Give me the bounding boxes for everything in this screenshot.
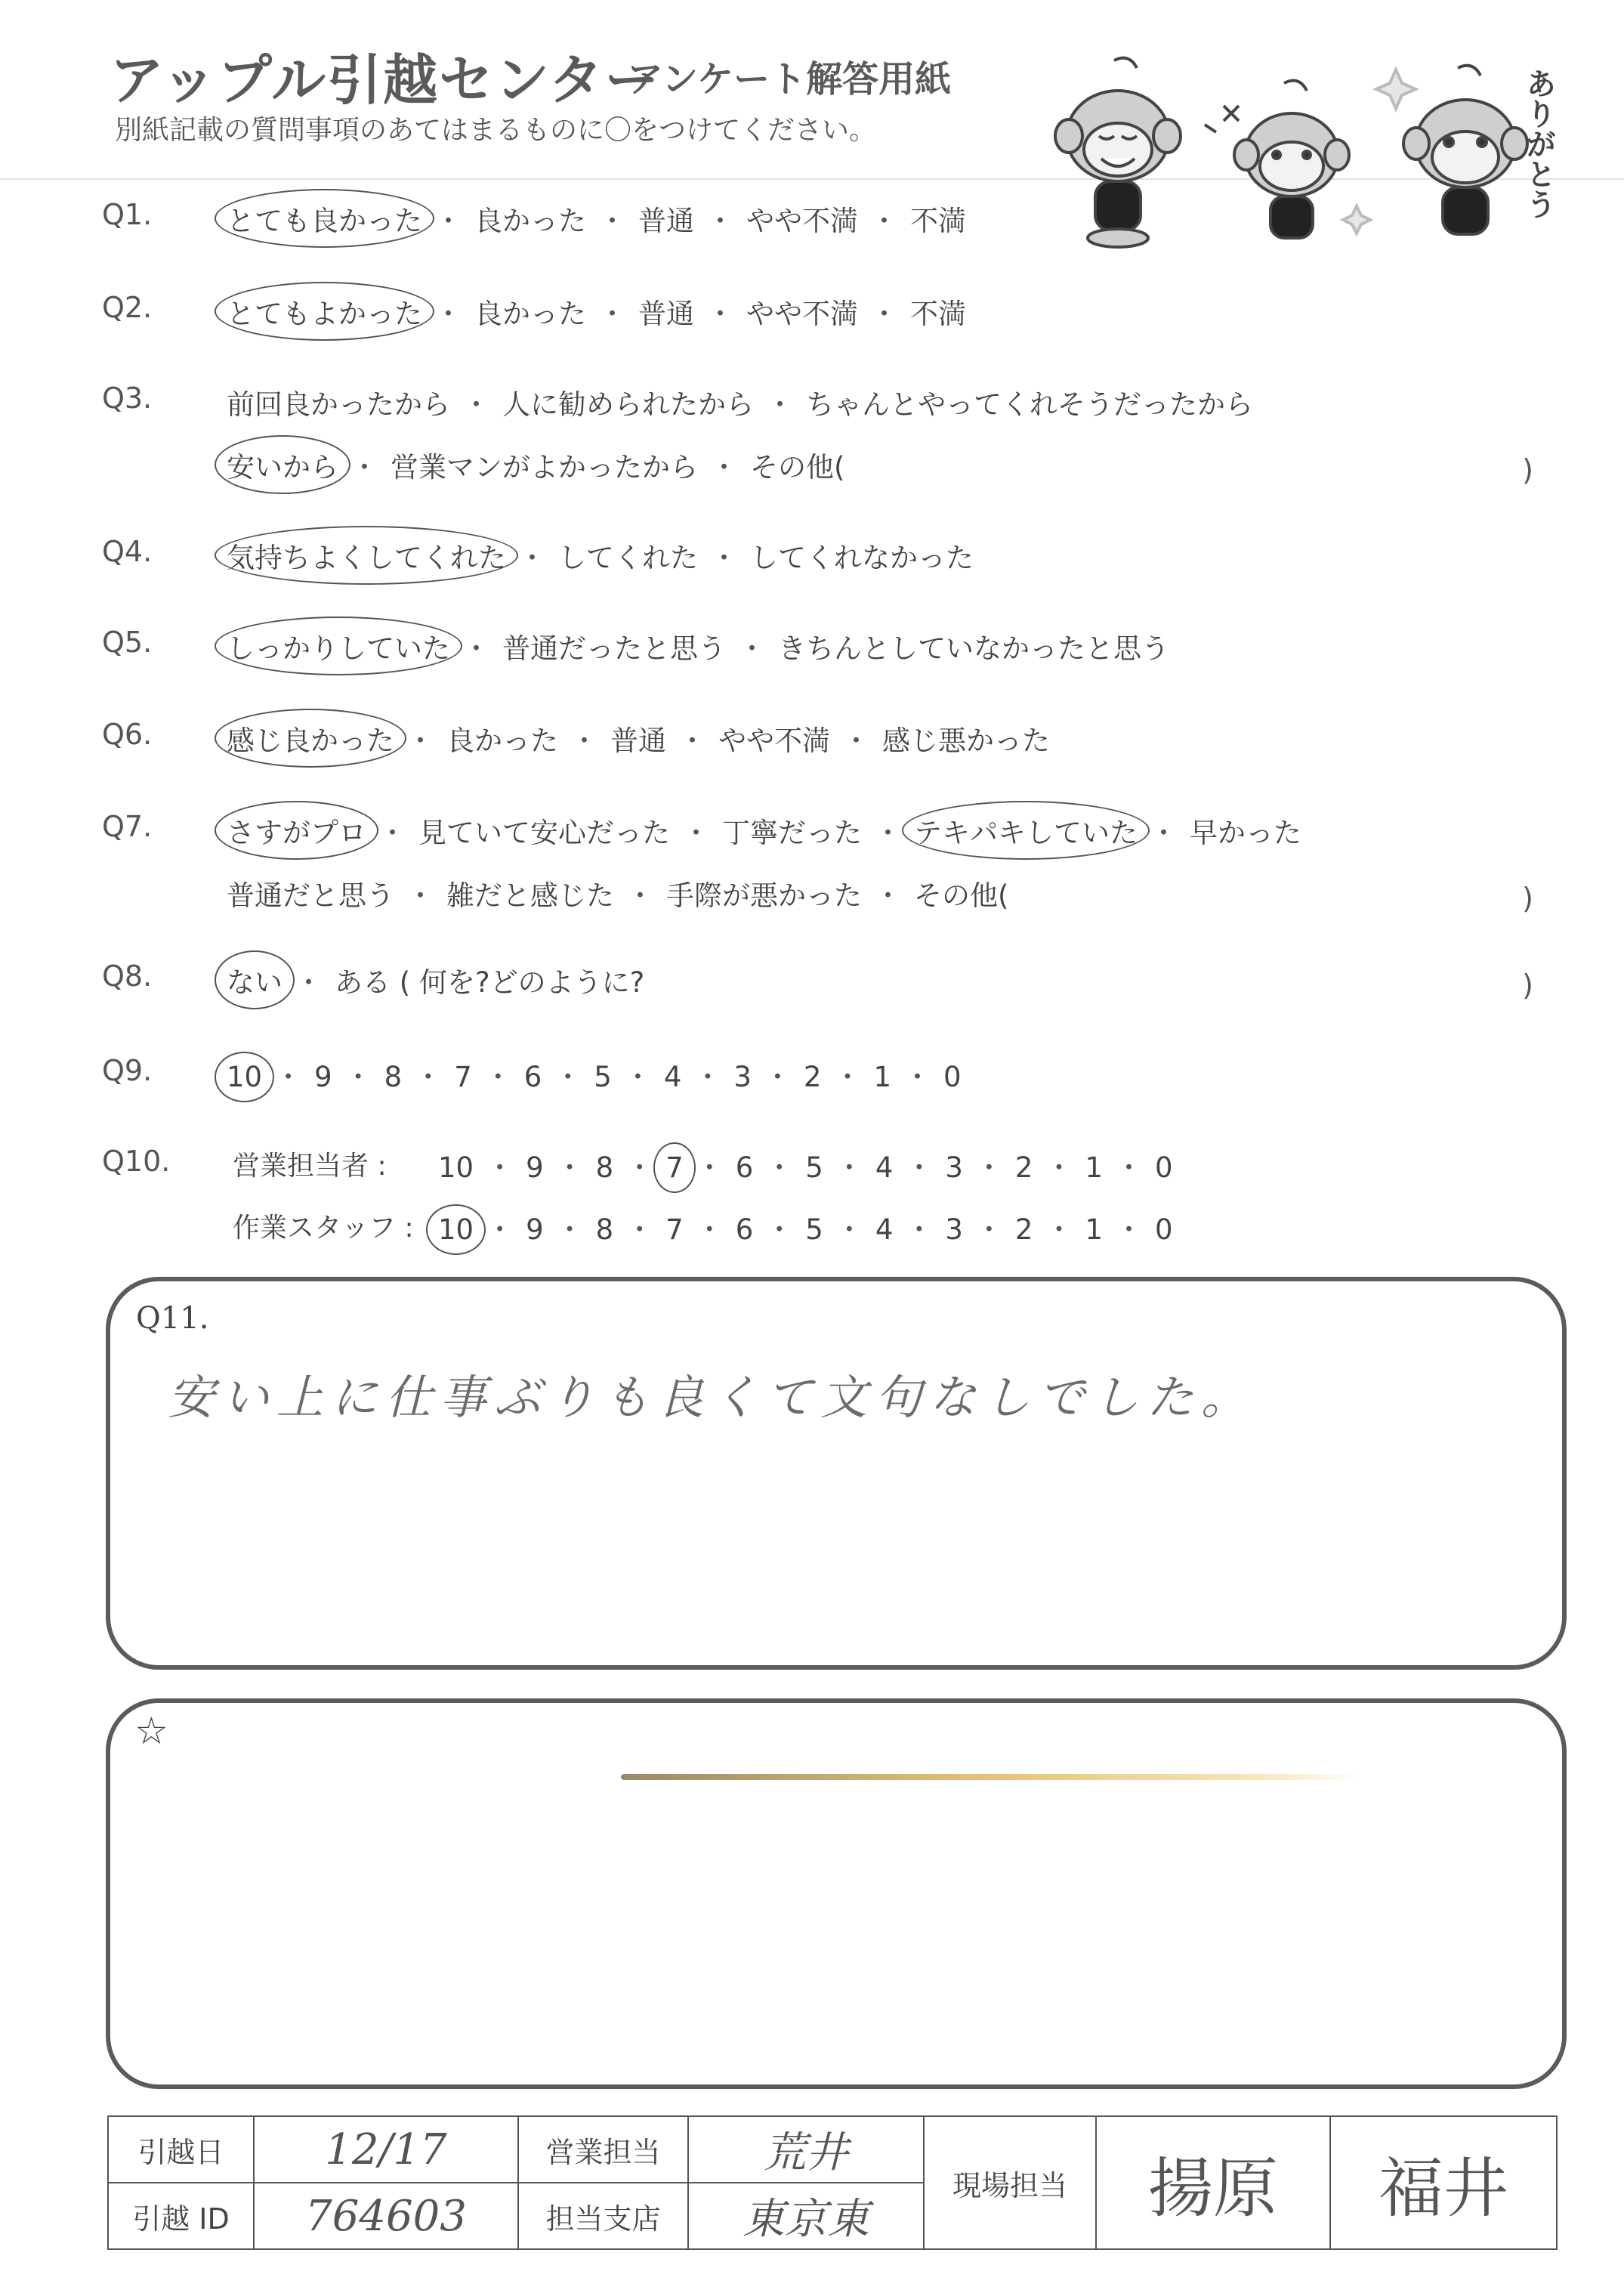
option-separator: ・ [625,1151,654,1184]
option[interactable]: その他( [750,451,845,484]
option-separator: ・ [874,817,902,849]
option[interactable]: やや不満 [746,298,858,330]
option[interactable]: 感じ悪かった [882,725,1050,757]
option[interactable]: 5 [594,1061,612,1093]
selected-option[interactable]: テキパキしていた [914,810,1138,851]
option-separator: ・ [350,451,378,484]
option[interactable]: 早かった [1190,817,1301,849]
option[interactable]: 6 [735,1213,754,1246]
option-separator: ・ [406,725,434,757]
question-label: Q5. [102,626,153,659]
option-separator: ・ [598,298,626,330]
option-separator: ・ [765,1213,794,1246]
option[interactable]: 4 [875,1213,894,1246]
option[interactable]: 0 [943,1061,962,1093]
option[interactable]: 2 [1014,1151,1033,1184]
option-row [227,810,1301,851]
option-separator: ・ [486,1151,514,1184]
selected-option[interactable]: ない [227,960,283,1000]
form-title: アップル引越センター [110,48,661,112]
footer-info-table [107,2115,1558,2250]
option-row [227,626,1169,666]
option-separator: ・ [518,542,546,574]
option-separator: ・ [570,725,598,757]
question-label: Q3. [102,382,153,415]
selected-option[interactable]: 7 [665,1151,684,1184]
branch-label: 担当支店 [518,2183,688,2249]
move-date-value: 12/17 [254,2116,518,2183]
option[interactable]: 0 [1155,1213,1173,1246]
option-separator: ・ [763,1061,792,1093]
option[interactable]: 6 [523,1061,542,1093]
instructions-text: 別紙記載の質問事項のあてはまるものに〇をつけてください。 [115,115,877,146]
option[interactable]: 4 [663,1061,682,1093]
option-row [227,198,966,239]
question-label: Q4. [102,535,153,568]
option[interactable]: 0 [1155,1151,1173,1184]
option-separator: ・ [274,1061,303,1093]
option[interactable]: 普通 [610,725,666,757]
form-subtitle: アンケート解答用紙 [627,58,952,100]
option-separator: ・ [682,817,710,849]
selected-option[interactable]: さすがプロ [227,810,366,851]
site-staff-label: 現場担当 [924,2116,1096,2249]
option[interactable]: 不満 [910,298,966,330]
option-row [227,535,974,576]
scan-smear [621,1774,1361,1780]
option-separator: ・ [555,1151,584,1184]
option-separator: ・ [406,879,434,912]
mascot-caption: ありがとう [1521,68,1556,219]
option-separator: ・ [626,879,654,912]
option-separator: ・ [710,451,738,484]
option[interactable]: 1 [1085,1213,1104,1246]
option[interactable]: 3 [945,1213,963,1246]
option-separator: ・ [378,817,406,849]
option[interactable]: 9 [526,1151,544,1184]
option-separator: ・ [766,388,794,421]
option-row [227,1054,962,1095]
option-row [227,718,1050,759]
option[interactable]: 普通だったと思う [502,632,726,665]
option[interactable]: 雑だと感じた [446,879,614,912]
option[interactable]: 10 [438,1151,474,1184]
option-row [227,873,1008,913]
option-separator: ・ [434,298,462,330]
option-separator: ・ [903,1061,932,1093]
option-separator: ・ [486,1213,514,1246]
close-paren: ) [1522,882,1533,915]
option[interactable]: 良かった [474,298,586,330]
option-separator: ・ [874,879,902,912]
option-separator: ・ [295,966,323,999]
monkey-1-icon [1055,58,1181,247]
option[interactable]: 7 [665,1213,684,1246]
option[interactable]: きちんとしていなかったと思う [778,632,1169,665]
q11-label: Q11. [136,1301,209,1336]
option-row [227,960,644,1000]
option[interactable]: 前回良かったから [227,388,450,421]
option[interactable]: 9 [526,1213,544,1246]
option[interactable]: やや不満 [718,725,830,757]
option-separator: ・ [706,205,734,237]
star-icon: ☆ [134,1709,168,1753]
option[interactable]: 見ていて安心だった [418,817,670,849]
option-separator: ・ [414,1061,443,1093]
option-separator: ・ [1045,1213,1073,1246]
option[interactable]: ちゃんとやってくれそうだったから [806,388,1253,421]
option-separator: ・ [1115,1213,1144,1246]
option[interactable]: 良かった [474,205,586,237]
option-row [438,1207,1173,1247]
option-separator: ・ [835,1151,863,1184]
selected-option[interactable]: 10 [227,1061,263,1093]
selected-option[interactable]: しっかりしていた [227,626,450,666]
option-separator: ・ [462,388,490,421]
site-staff-value-1: 揚原 [1096,2116,1330,2249]
option[interactable]: 不満 [910,205,966,237]
option[interactable]: やや不満 [746,205,858,237]
option[interactable]: 営業マンがよかったから [391,451,698,484]
question-label: Q2. [102,291,153,324]
option[interactable]: その他( [914,879,1009,912]
option[interactable]: 2 [803,1061,822,1093]
option[interactable]: 普通 [638,205,694,237]
question-label: Q6. [102,718,153,751]
move-id-value: 764603 [254,2183,518,2249]
option-separator: ・ [344,1061,372,1093]
site-staff-value-2: 福井 [1330,2116,1557,2249]
question-label: Q9. [102,1054,153,1087]
monkey-2-icon [1205,81,1349,238]
q11-handwritten-answer: 安い上に仕事ぶりも良くて文句なしでした。 [168,1370,1256,1425]
option-separator: ・ [625,1213,654,1246]
option-separator: ・ [905,1151,934,1184]
sales-rep-label: 営業担当 [518,2116,688,2183]
option-separator: ・ [765,1151,794,1184]
question-label: Q7. [102,810,153,843]
option[interactable]: 人に勧められたから [502,388,754,421]
option-separator: ・ [905,1213,934,1246]
option[interactable]: 手際が悪かった [666,879,862,912]
option[interactable]: 丁寧だった [722,817,862,849]
option-separator: ・ [835,1213,863,1246]
option-separator: ・ [842,725,870,757]
sub-question-label: 作業スタッフ : [233,1213,414,1244]
close-paren: ) [1522,453,1533,487]
option-separator: ・ [693,1061,722,1093]
option-separator: ・ [462,632,490,665]
option-separator: ・ [833,1061,862,1093]
option[interactable]: 6 [735,1151,754,1184]
option[interactable]: 5 [805,1151,823,1184]
close-paren: ) [1522,969,1533,1002]
selected-option[interactable]: とても良かった [227,198,422,239]
mascot-illustration [1035,53,1564,257]
option[interactable]: 8 [595,1213,614,1246]
option-separator: ・ [1150,817,1178,849]
branch-value: 東京東 [688,2183,924,2249]
option-separator: ・ [695,1151,724,1184]
option-separator: ・ [623,1061,652,1093]
option-separator: ・ [974,1213,1003,1246]
option[interactable]: 8 [384,1061,403,1093]
option-separator: ・ [1045,1151,1073,1184]
q11-answer-box [106,1277,1567,1670]
option[interactable]: 9 [314,1061,332,1093]
option-row [438,1145,1173,1185]
option[interactable]: してくれなかった [750,542,974,574]
option-row [227,291,966,332]
option-separator: ・ [870,205,898,237]
option[interactable]: 普通 [638,298,694,330]
option[interactable]: 4 [875,1151,894,1184]
option-row [227,444,844,485]
question-label: Q10. [102,1145,171,1178]
selected-option[interactable]: 感じ良かった [227,718,394,759]
question-label: Q1. [102,198,153,231]
option[interactable]: してくれた [558,542,698,574]
option[interactable]: 3 [733,1061,752,1093]
monkey-3-icon [1403,66,1527,234]
option-separator: ・ [554,1061,582,1093]
selected-option[interactable]: とてもよかった [227,291,422,332]
option[interactable]: 普通だと思う [227,879,394,912]
option[interactable]: 7 [454,1061,472,1093]
option-separator: ・ [738,632,766,665]
selected-option[interactable]: 10 [438,1213,474,1246]
option[interactable]: 1 [1085,1151,1104,1184]
option-separator: ・ [678,725,706,757]
sub-question-label: 営業担当者 : [233,1151,387,1182]
option[interactable]: 5 [805,1213,823,1246]
option-separator: ・ [483,1061,512,1093]
move-id-label: 引越 ID [108,2183,254,2249]
option-separator: ・ [870,298,898,330]
selected-option[interactable]: 気持ちよくしてくれた [227,535,506,576]
option[interactable]: 2 [1014,1213,1033,1246]
selected-option[interactable]: 安いから [227,444,338,485]
option-separator: ・ [974,1151,1003,1184]
question-label: Q8. [102,960,153,993]
option-separator: ・ [555,1213,584,1246]
option-separator: ・ [598,205,626,237]
option[interactable]: 良かった [446,725,558,757]
sales-rep-value: 荒井 [688,2116,924,2183]
option-separator: ・ [706,298,734,330]
option[interactable]: 8 [595,1151,614,1184]
move-date-label: 引越日 [108,2116,254,2183]
option-separator: ・ [695,1213,724,1246]
option[interactable]: 3 [945,1151,963,1184]
option-separator: ・ [1115,1151,1144,1184]
option-separator: ・ [434,205,462,237]
option[interactable]: 1 [873,1061,892,1093]
option-row [227,382,1253,422]
option-separator: ・ [710,542,738,574]
comment-box [106,1698,1567,2089]
option[interactable]: ある ( 何を?どのように? [335,966,645,999]
